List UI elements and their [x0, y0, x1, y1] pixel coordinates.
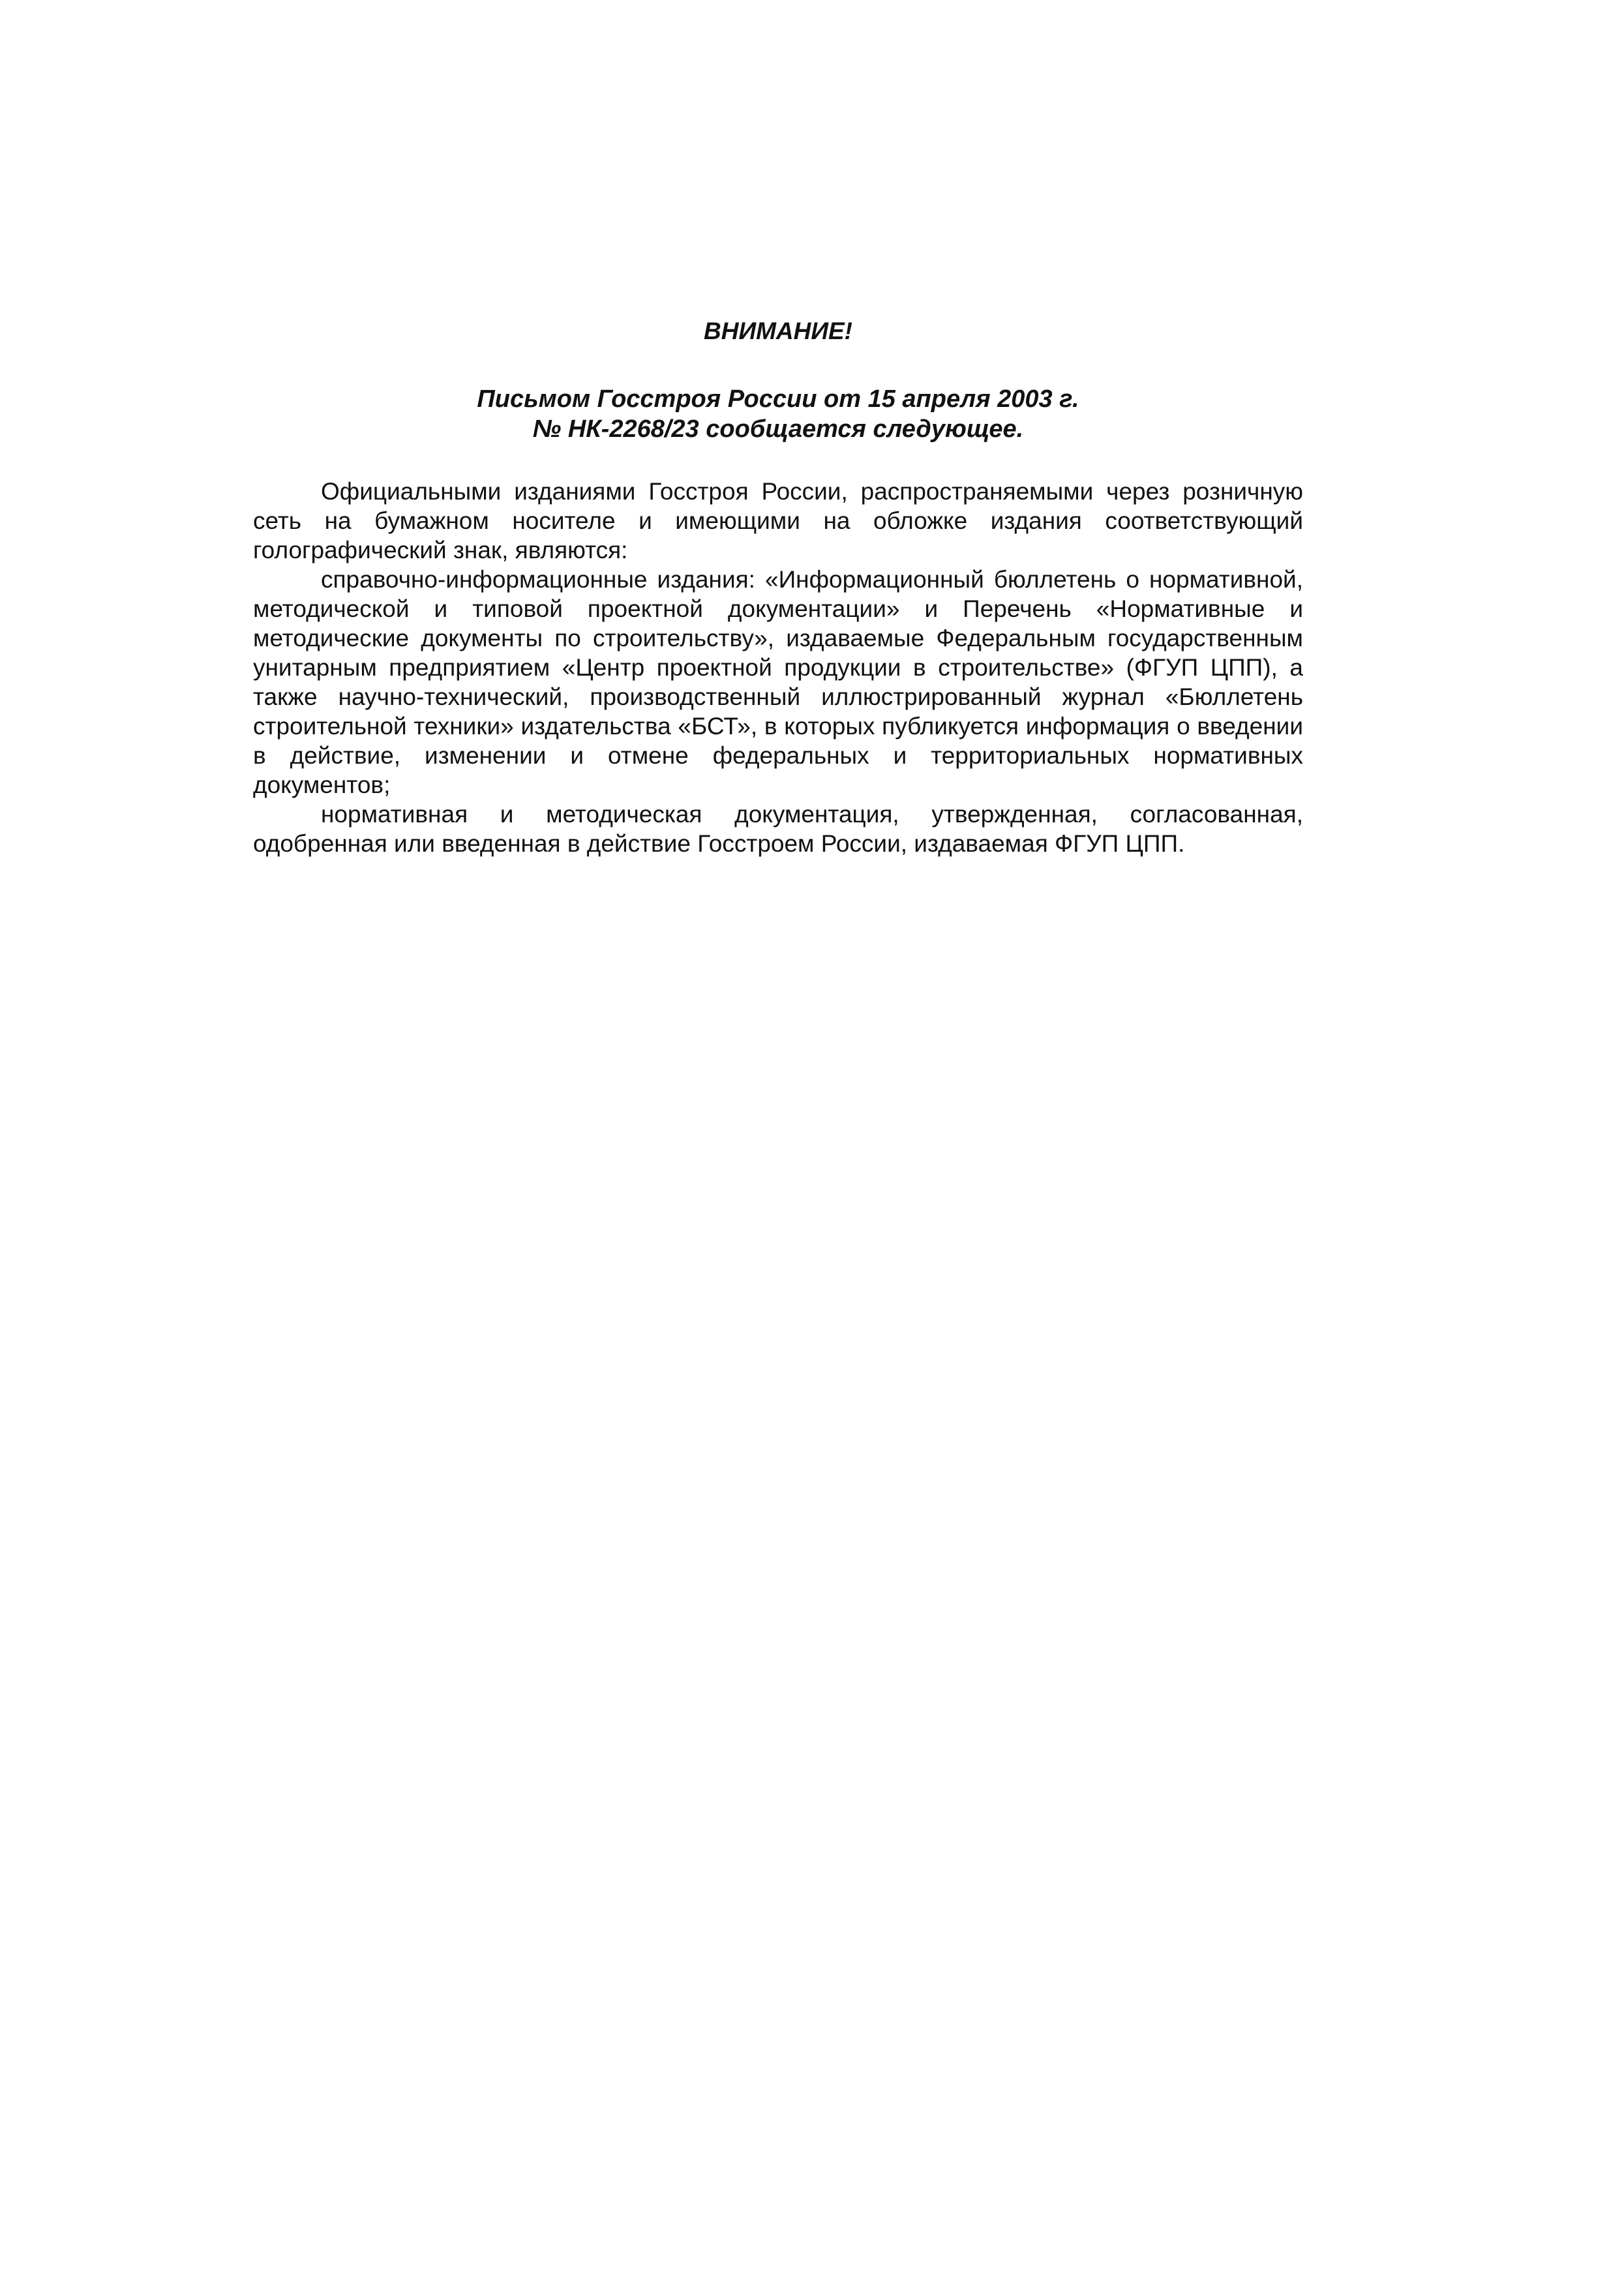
paragraph-reference-editions: справочно-информационные издания: «Информационный бюллетень о нормативной, методической и типовой проектной документации» и Перечень «Нормативные и методические документы по строительству», издаваемые Федеральным государственным унитарным предприятием «Центр проектной продукции в строительстве» (ФГУП ЦПП), а также научно-технический, производственный иллюстрированный журнал «Бюллетень строительной техники» издательства «БСТ», в которых публикуется информация о введении в действие, изменении и отмене федеральных и территориальных нормативных документов;	[253, 566, 1303, 798]
notice-subheading	[253, 384, 1303, 444]
paragraph-official-editions: Официальными изданиями Госстроя России, распространяемыми через розничную сеть на бумажном носителе и имеющими на обложке издания соответствующий голографический знак, являются:	[253, 478, 1303, 563]
subheading-line-1: Письмом Госстроя России от 15 апреля 2003 г.	[477, 385, 1079, 413]
notice-block	[253, 316, 1303, 858]
notice-body	[253, 477, 1303, 858]
subheading-line-2: № НК-2268/23 сообщается следующее.	[532, 415, 1024, 443]
paragraph-normative-docs: нормативная и методическая документация, утвержденная, согласованная, одобренная или введенная в действие Госстроем России, издаваемая ФГУП ЦПП.	[253, 801, 1303, 857]
notice-heading: ВНИМАНИЕ!	[704, 318, 852, 344]
